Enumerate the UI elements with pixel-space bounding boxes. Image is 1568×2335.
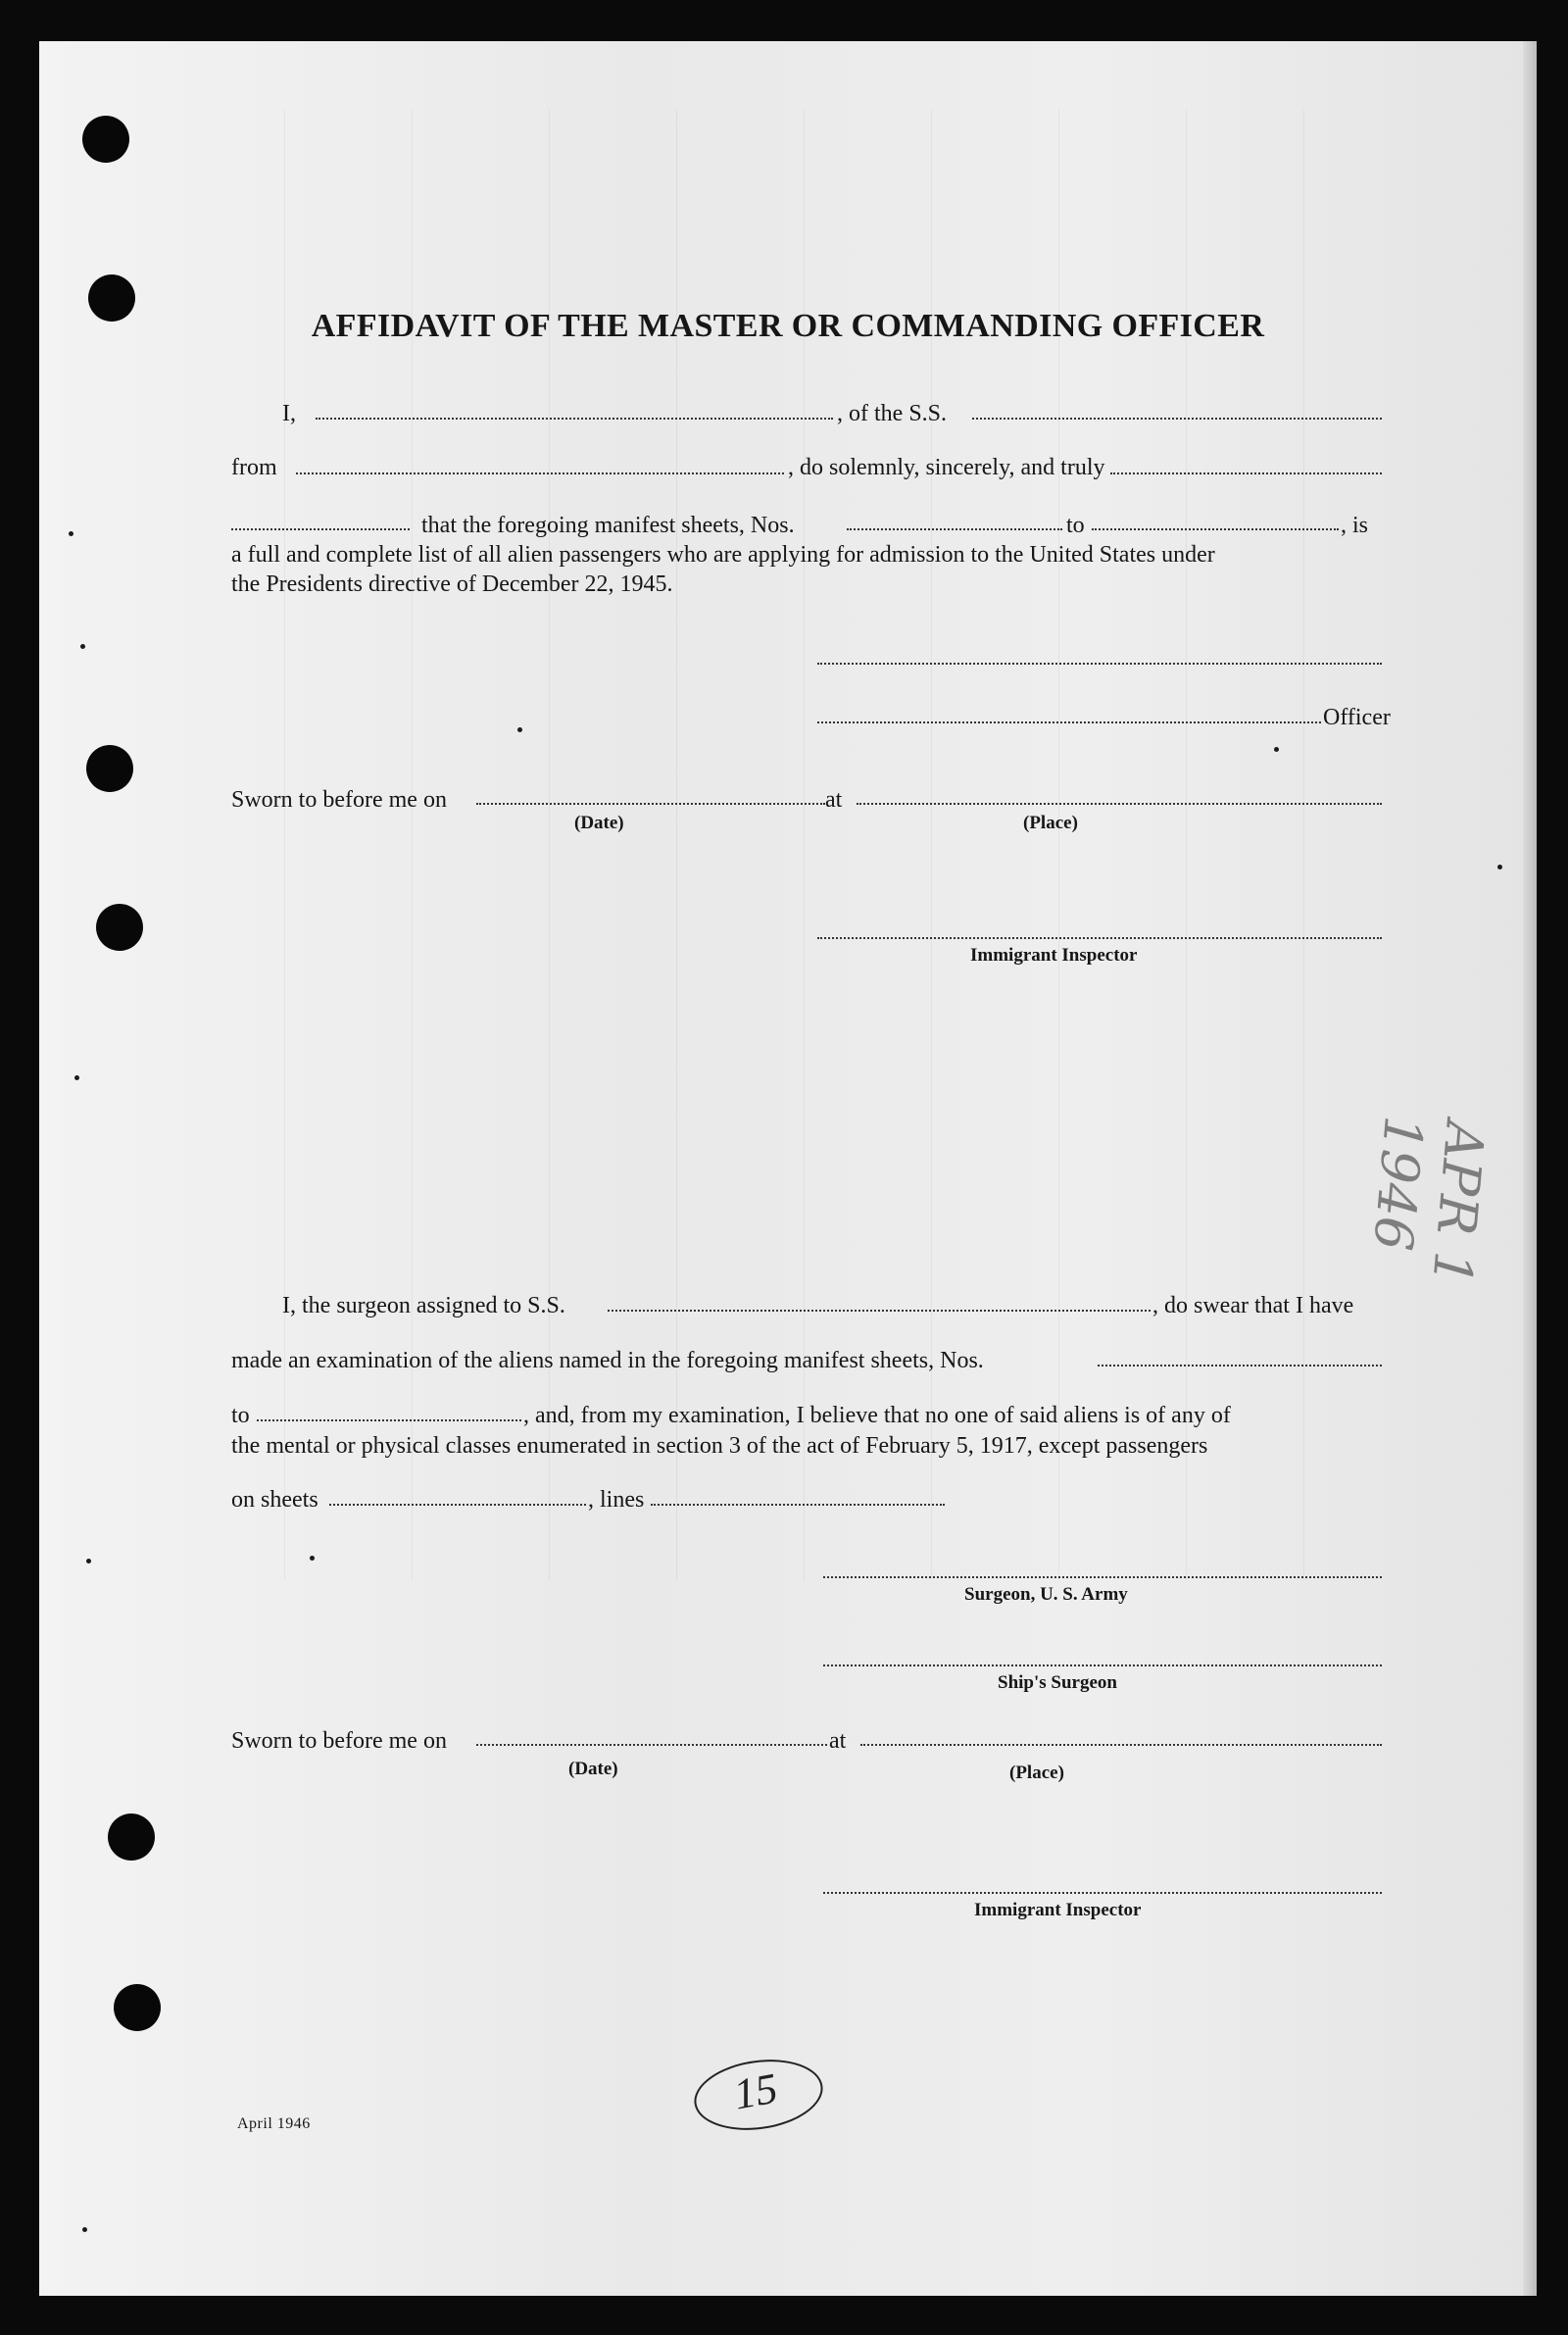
officer-signature-line-1[interactable] xyxy=(817,663,1382,665)
army-surgeon-signature-line[interactable] xyxy=(823,1576,1382,1578)
speck xyxy=(310,1556,315,1561)
master-sworn-place-field[interactable] xyxy=(857,803,1382,805)
port-field[interactable] xyxy=(296,472,784,474)
page-edge-shadow xyxy=(1523,41,1537,2296)
master-i-text: I, xyxy=(282,401,296,426)
speck xyxy=(74,1075,79,1080)
margin-date-stamp: APR 1 1946 xyxy=(1361,1113,1496,1288)
punch-hole xyxy=(86,745,133,792)
from-text: from xyxy=(231,455,277,480)
surgeon-inspector-signature-line[interactable] xyxy=(823,1892,1382,1894)
speck xyxy=(517,727,522,732)
speck xyxy=(86,1559,91,1564)
master-at-text: at xyxy=(825,787,843,813)
manifest-sheets-text: that the foregoing manifest sheets, Nos. xyxy=(421,513,795,538)
master-name-field[interactable] xyxy=(316,418,833,420)
master-directive-line: the Presidents directive of December 22, 1945. xyxy=(231,571,673,597)
officer-label: Officer xyxy=(1323,705,1391,730)
punch-hole xyxy=(114,1984,161,2031)
surgeon-ship-field[interactable] xyxy=(608,1310,1151,1312)
ship-surgeon-signature-line[interactable] xyxy=(823,1664,1382,1666)
of-ss-text: , of the S.S. xyxy=(837,401,948,426)
form-title: AFFIDAVIT OF THE MASTER OR COMMANDING OFFICER xyxy=(311,308,1265,344)
sheet-number-from-field[interactable] xyxy=(847,528,1062,530)
is-text: , is xyxy=(1341,513,1369,538)
handwritten-page-number: 15 xyxy=(730,2063,781,2119)
surgeon-sheet-from-field[interactable] xyxy=(1098,1365,1382,1366)
surgeon-sworn-place-field[interactable] xyxy=(860,1744,1382,1746)
surgeon-intro-text: I, the surgeon assigned to S.S. xyxy=(282,1293,565,1318)
speck xyxy=(1274,747,1279,752)
exception-lines-field[interactable] xyxy=(651,1504,945,1506)
document-page xyxy=(39,41,1537,2296)
punch-hole xyxy=(82,116,129,163)
speck xyxy=(1497,865,1502,869)
surgeon-at-text: at xyxy=(829,1728,847,1754)
speck xyxy=(69,531,74,536)
surgeon-exam-text: made an examination of the aliens named in the foregoing manifest sheets, Nos. xyxy=(231,1348,984,1373)
master-date-caption: (Date) xyxy=(574,813,624,833)
exception-sheets-field[interactable] xyxy=(329,1504,586,1506)
master-place-caption: (Place) xyxy=(1023,813,1078,833)
master-sworn-date-field[interactable] xyxy=(476,803,825,805)
to-text: to xyxy=(1066,513,1085,538)
surgeon-sheet-to-field[interactable] xyxy=(257,1419,521,1421)
army-surgeon-caption: Surgeon, U. S. Army xyxy=(964,1584,1128,1605)
master-sworn-text: Sworn to before me on xyxy=(231,787,447,813)
solemnly-text: , do solemnly, sincerely, and truly xyxy=(788,455,1105,480)
swear-text: , do swear that I have xyxy=(1152,1293,1354,1318)
master-inspector-signature-line[interactable] xyxy=(817,937,1382,939)
oath-field[interactable] xyxy=(1110,472,1382,474)
surgeon-sworn-date-field[interactable] xyxy=(476,1744,827,1746)
lines-text: , lines xyxy=(588,1487,645,1513)
punch-hole xyxy=(108,1813,155,1861)
ship-name-field[interactable] xyxy=(972,418,1382,420)
on-sheets-text: on sheets xyxy=(231,1487,318,1513)
sheet-number-to-field[interactable] xyxy=(1092,528,1339,530)
punch-hole xyxy=(96,904,143,951)
surgeon-finding-text: , and, from my examination, I believe that no one of said aliens is of any of xyxy=(523,1403,1231,1428)
surgeon-inspector-caption: Immigrant Inspector xyxy=(974,1900,1142,1920)
speck xyxy=(82,2227,87,2232)
surgeon-date-caption: (Date) xyxy=(568,1759,618,1779)
surgeon-place-caption: (Place) xyxy=(1009,1763,1064,1783)
master-inspector-caption: Immigrant Inspector xyxy=(970,945,1138,966)
oath-continuation-field[interactable] xyxy=(231,528,410,530)
form-footer-date: April 1946 xyxy=(237,2115,311,2132)
ship-surgeon-caption: Ship's Surgeon xyxy=(998,1672,1117,1693)
speck xyxy=(80,644,85,649)
surgeon-sworn-text: Sworn to before me on xyxy=(231,1728,447,1754)
surgeon-classes-text: the mental or physical classes enumerated in section 3 of the act of February 5, 1917, except passengers xyxy=(231,1433,1208,1459)
master-statement-line: a full and complete list of all alien passengers who are applying for admission to the United States under xyxy=(231,542,1215,568)
officer-signature-line-2[interactable] xyxy=(817,721,1321,723)
surgeon-to-text: to xyxy=(231,1403,250,1428)
